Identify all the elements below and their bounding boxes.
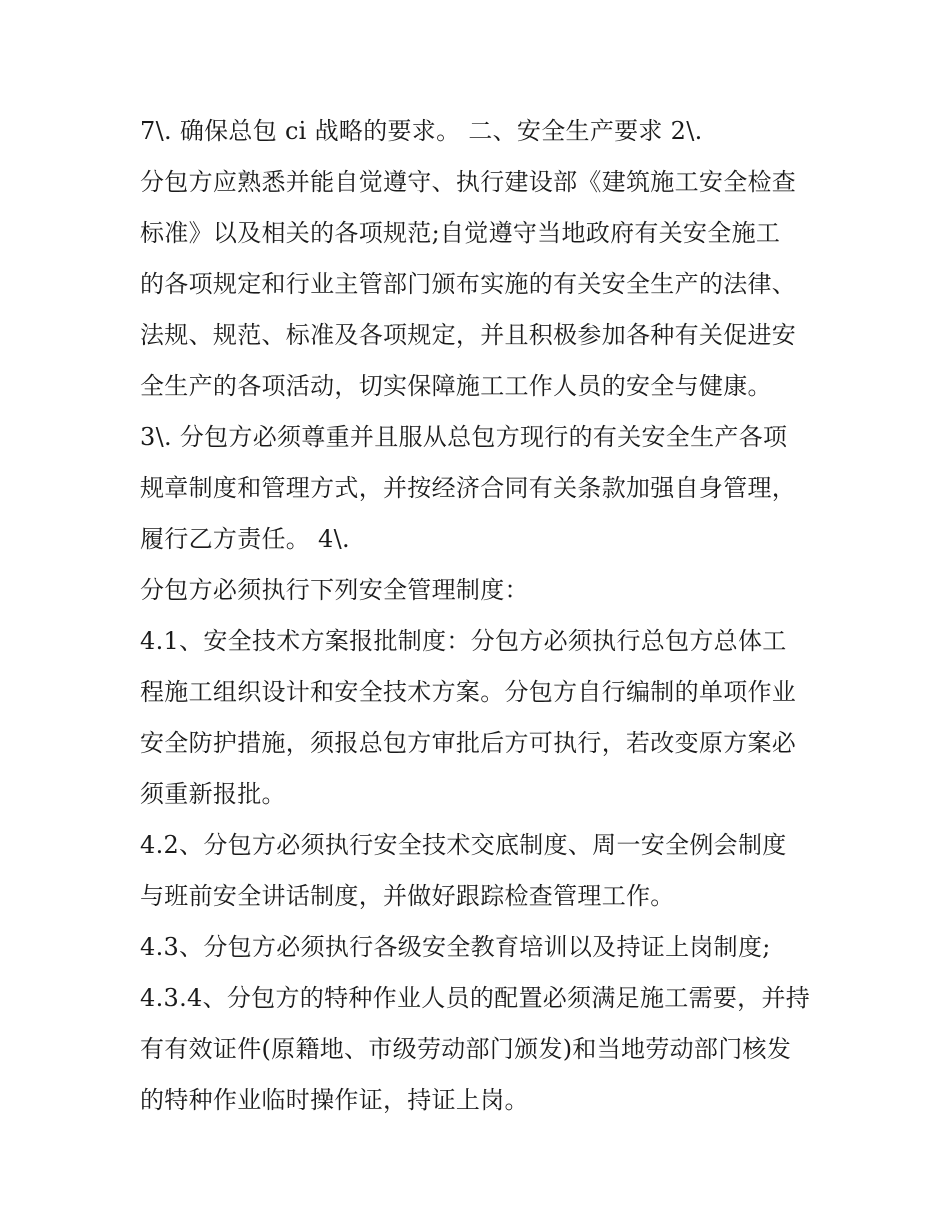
text-line-18: 4.3.4、分包方的特种作业人员的配置必须满足施工需要，并持: [140, 984, 811, 1012]
text-line-20: 的特种作业临时操作证，持证上岗。: [140, 1086, 529, 1114]
text-line-5: 法规、规范、标准及各项规定，并且积极参加各种有关促进安: [140, 321, 797, 349]
text-line-11: 4.1、安全技术方案报批制度：分包方必须执行总包方总体工: [140, 627, 787, 655]
text-line-17: 4.3、分包方必须执行各级安全教育培训以及持证上岗制度;: [140, 933, 771, 961]
text-line-7: 3\. 分包方必须尊重并且服从总包方现行的有关安全生产各项: [140, 423, 788, 451]
document-body: [140, 111, 820, 1131]
text-line-12: 程施工组织设计和安全技术方案。分包方自行编制的单项作业: [140, 678, 797, 706]
text-line-10: 分包方必须执行下列安全管理制度：: [140, 576, 529, 604]
text-line-2: 分包方应熟悉并能自觉遵守、执行建设部《建筑施工安全检查: [140, 168, 797, 196]
text-line-14: 须重新报批。: [140, 780, 286, 808]
text-line-3: 标准》以及相关的各项规范;自觉遵守当地政府有关安全施工: [140, 219, 781, 247]
text-line-1: 7\. 确保总包 ci 战略的要求。 二、安全生产要求 2\.: [140, 117, 703, 145]
text-line-8: 规章制度和管理方式，并按经济合同有关条款加强自身管理，: [140, 474, 797, 502]
text-line-13: 安全防护措施，须报总包方审批后方可执行，若改变原方案必: [140, 729, 797, 757]
text-line-19: 有有效证件(原籍地、市级劳动部门颁发)和当地劳动部门核发: [140, 1035, 792, 1063]
text-line-6: 全生产的各项活动，切实保障施工工作人员的安全与健康。: [140, 372, 772, 400]
text-line-15: 4.2、分包方必须执行安全技术交底制度、周一安全例会制度: [140, 831, 787, 859]
text-line-9: 履行乙方责任。 4\.: [140, 525, 350, 553]
text-line-4: 的各项规定和行业主管部门颁布实施的有关安全生产的法律、: [140, 270, 797, 298]
text-line-16: 与班前安全讲话制度，并做好跟踪检查管理工作。: [140, 882, 675, 910]
